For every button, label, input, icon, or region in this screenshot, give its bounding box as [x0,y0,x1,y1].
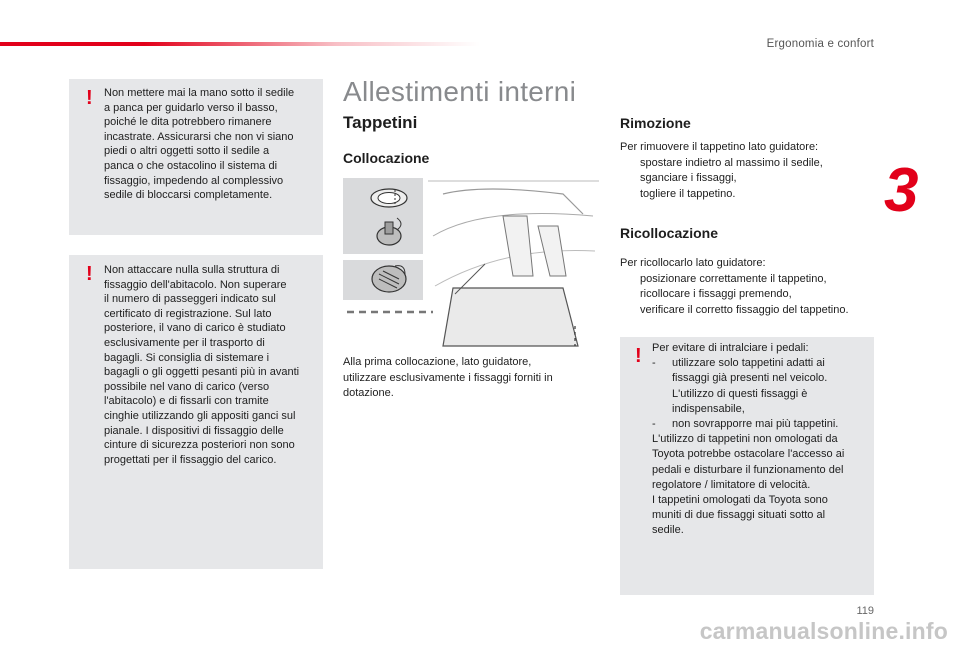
text-line: a panca per guidarlo verso il basso, [104,101,278,114]
list-item [620,272,890,288]
text-line: cinghie utilizzando gli appositi ganci sul [104,409,296,422]
section-title: Ergonomia e confort [766,38,874,50]
item-text: sganciare i fissaggi, [640,172,737,184]
text-line: incastrate. Assicurarsi che non vi siano [104,130,294,143]
subheading-collocazione: Collocazione [343,150,430,166]
intro-text: Per rimuovere il tappetino lato guidatore: [620,141,819,153]
header-accent-bar [0,42,480,46]
text-line: dotazione. [343,387,394,399]
text-line: Toyota potrebbe ostacolare l'accesso ai [652,448,845,461]
text-line: cinture di sicurezza posteriori non sono [104,439,295,452]
item-text: togliere il tappetino. [640,187,736,200]
chapter-number: 3 [884,156,919,225]
fastener-panel-bottom [343,260,423,300]
text-line: L'utilizzo di questi fissaggi è [672,387,808,400]
heading-rimozione: Rimozione [620,115,691,131]
text-line: possibile nel vano di carico (verso [104,380,270,393]
text-line: bagagli o gli oggetti pesanti più in avanti [104,366,300,379]
text-line: bagagli. Si consiglia di sistemare i [104,351,270,364]
warning-icon: ! [86,263,93,285]
text-line: Alla prima collocazione, lato guidatore, [343,356,532,368]
list-item [620,303,890,319]
bullet-list [620,272,890,319]
text-line: muniti di due fissaggi situati sotto al [652,509,826,522]
text-line: certificato di registrazione. Sul lato [104,307,272,320]
list-item [652,417,870,432]
floor-mat-illustration [343,176,599,348]
text-line: I tappetini omologati da Toyota sono [652,494,828,507]
warning-text [104,263,321,467]
text-line: sedile di bloccarsi completamente. [104,189,273,202]
bullet-list [620,156,880,203]
intro-text: Per evitare di intralciare i pedali: [652,342,809,354]
illustration-caption [343,355,593,402]
text-line: Non mettere mai la mano sotto il sedile [104,87,295,99]
text-line: sedile. [652,524,684,537]
intro-text: Per ricollocarlo lato guidatore: [620,257,766,269]
page-title: Allestimenti interni [343,76,577,107]
text-line: esclusivamente per il trasporto di [104,336,265,349]
text-line: pianale. I dispositivi di fissaggio delle [104,424,284,437]
ricollocazione-instructions [620,256,890,318]
item-text: spostare indietro al massimo il sedile, [640,156,823,169]
text-line: utilizzare solo tappetini adatti ai [672,357,825,370]
watermark: carmanualsonline.info [699,618,948,644]
text-line: posteriore, il vano di carico è studiato [104,322,286,335]
text-line: il numero di passeggeri indicato sul [104,293,276,306]
text-line: poiché le dita potrebbero rimanere [104,116,272,129]
list-item [652,356,870,417]
text-line: pedali e disturbare il funzionamento del [652,463,844,476]
text-line: utilizzare esclusivamente i fissaggi forniti in [343,371,553,384]
warning-icon: ! [635,345,642,367]
dash-list [652,356,870,432]
warning-text [652,341,870,539]
dash-marker: - [652,357,656,370]
page-number: 119 [856,605,874,617]
text-line: piedi o altri oggetti sotto il sedile a [104,145,270,158]
list-item [620,187,880,203]
rimozione-instructions [620,140,880,202]
item-text: posizionare correttamente il tappetino, [640,272,827,285]
item-text: verificare il corretto fissaggio del tappetino. [640,303,849,316]
text-line: fissaggio dell'abitacolo. Non superare [104,278,287,291]
warning-box-cargo [69,255,323,569]
text-line: panca o che ostacolino il sistema di [104,159,278,172]
warning-icon: ! [86,87,93,109]
list-item [620,156,880,172]
text-line: progettati per il fissaggio del carico. [104,453,277,466]
item-text: ricollocare i fissaggi premendo, [640,288,792,300]
text-line: regolatore / limitatore di velocità. [652,478,811,491]
text-line: l'abitacolo) e di fissarli con tramite [104,395,269,408]
text-line: Non attaccare nulla sulla struttura di [104,264,280,276]
warning-text [104,86,319,203]
text-line: fissaggio, impedendo al complessivo [104,174,284,187]
warning-box-seat [69,79,323,235]
dash-marker: - [652,418,656,431]
fastener-panel-top [343,178,423,254]
heading-ricollocazione: Ricollocazione [620,225,719,241]
text-line: non sovrapporre mai più tappetini. [672,418,839,431]
section-heading: Tappetini [343,113,418,132]
text-line: indispensabile, [672,402,745,415]
text-line: L'utilizzo di tappetini non omologati da [652,433,838,446]
text-line: fissaggi già presenti nel veicolo. [672,372,828,385]
warning-box-pedals [620,337,874,595]
list-item [620,171,880,187]
list-item [620,287,890,303]
